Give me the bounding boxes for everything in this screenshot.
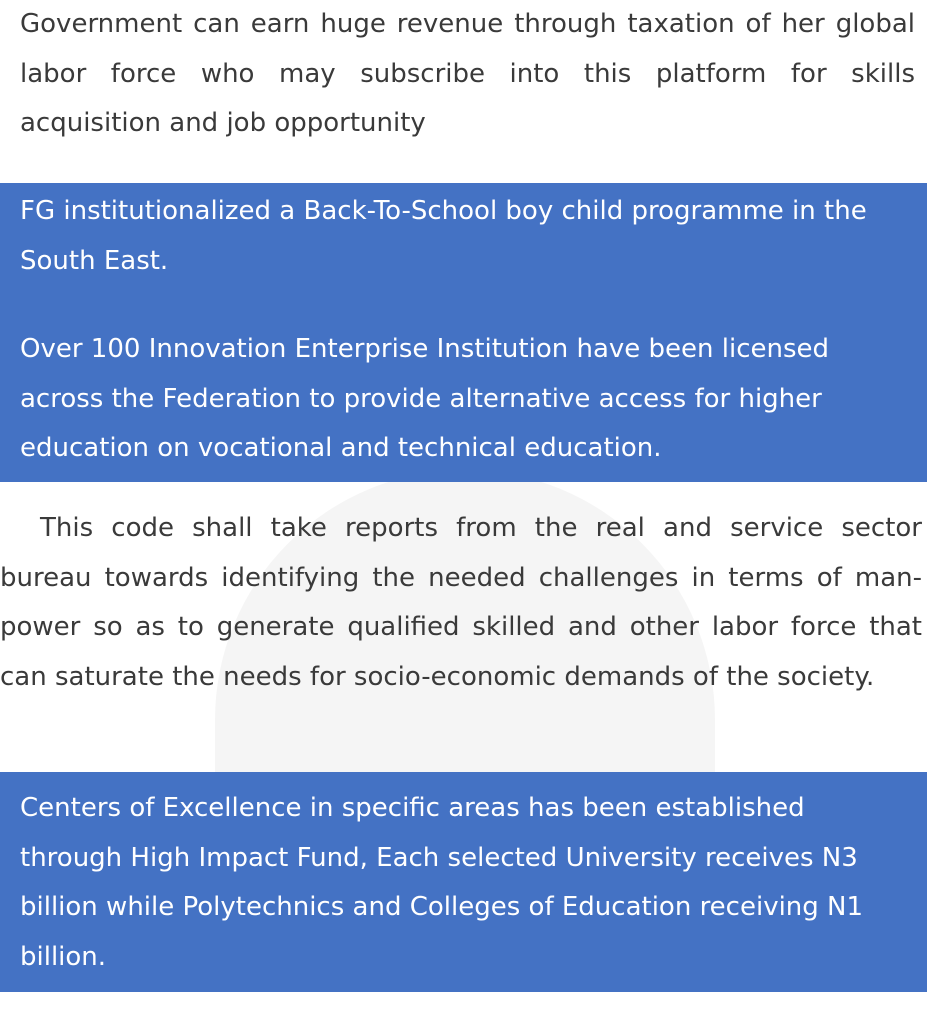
- back-to-school-paragraph: FG institutionalized a Back-To-School boy child programme in the South East.: [20, 196, 867, 276]
- code-reports-paragraph: This code shall take reports from the real and service sector bureau towards identifying the needed challenges in terms of man-power so as to generate qualified skilled and other labor force that can saturate the needs for socio-economic demands of the society.: [0, 513, 922, 692]
- intro-paragraph: Government can earn huge revenue through taxation of her global labor force who may subscribe into this platform for skills acquisition and job opportunity: [20, 9, 915, 138]
- highlight-panel-education-programmes: [0, 183, 927, 482]
- paragraph-spacer: [20, 286, 909, 325]
- innovation-enterprise-paragraph: Over 100 Innovation Enterprise Institution have been licensed across the Federation to provide alternative access for higher education on vocational and technical education.: [20, 334, 830, 463]
- highlight-panel-centers-of-excellence: [0, 772, 927, 992]
- centers-of-excellence-paragraph: Centers of Excellence in specific areas has been established through High Impact Fund, Each selected University receives N3 billion while Polytechnics and Colleges of Education receiving N1 billion.: [20, 793, 864, 972]
